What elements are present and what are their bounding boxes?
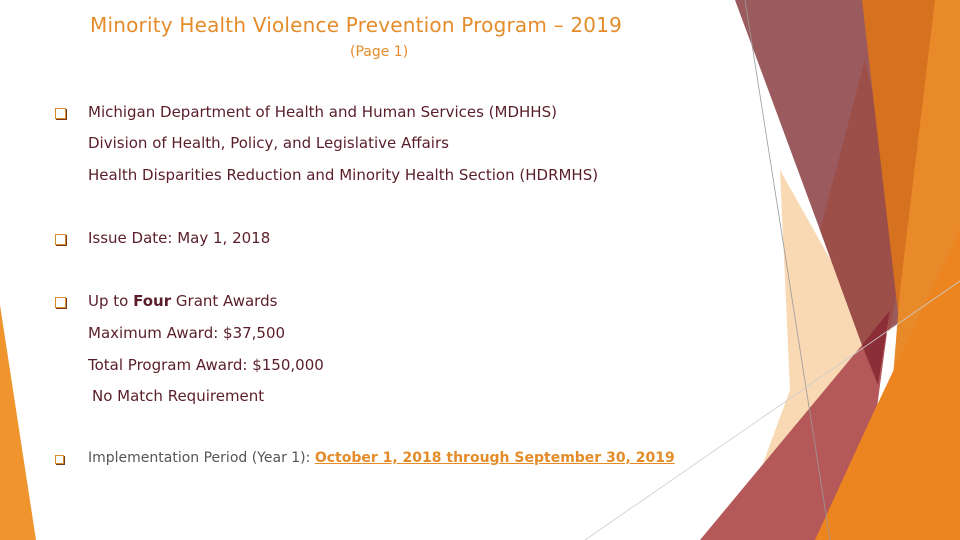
- total-award: Total Program Award: $150,000: [88, 356, 324, 374]
- section-line: Health Disparities Reduction and Minority Health Section (HDRMHS): [88, 166, 599, 184]
- awards-prefix: Up to: [88, 292, 134, 310]
- implementation-label: Implementation Period (Year 1):: [88, 450, 315, 466]
- grant-awards: [88, 292, 277, 310]
- division-line: Division of Health, Policy, and Legislative Affairs: [88, 134, 449, 152]
- slide-subtitle: (Page 1): [350, 44, 409, 60]
- bullet-icon: [55, 108, 66, 119]
- implementation-period: [88, 450, 675, 466]
- slide-title: Minority Health Violence Prevention Program – 2019: [90, 13, 623, 37]
- agency-line: Michigan Department of Health and Human Services (MDHHS): [88, 103, 557, 121]
- issue-date: Issue Date: May 1, 2018: [88, 229, 271, 247]
- maximum-award: Maximum Award: $37,500: [88, 324, 286, 342]
- awards-count: Four: [133, 292, 172, 310]
- match-requirement: No Match Requirement: [92, 387, 265, 405]
- implementation-period-link[interactable]: October 1, 2018 through September 30, 2019: [314, 450, 675, 466]
- bullet-icon: [55, 455, 64, 464]
- awards-suffix: Grant Awards: [171, 292, 278, 310]
- bullet-icon: [55, 297, 66, 308]
- bullet-icon: [55, 234, 66, 245]
- left-orange-triangle: [0, 305, 36, 540]
